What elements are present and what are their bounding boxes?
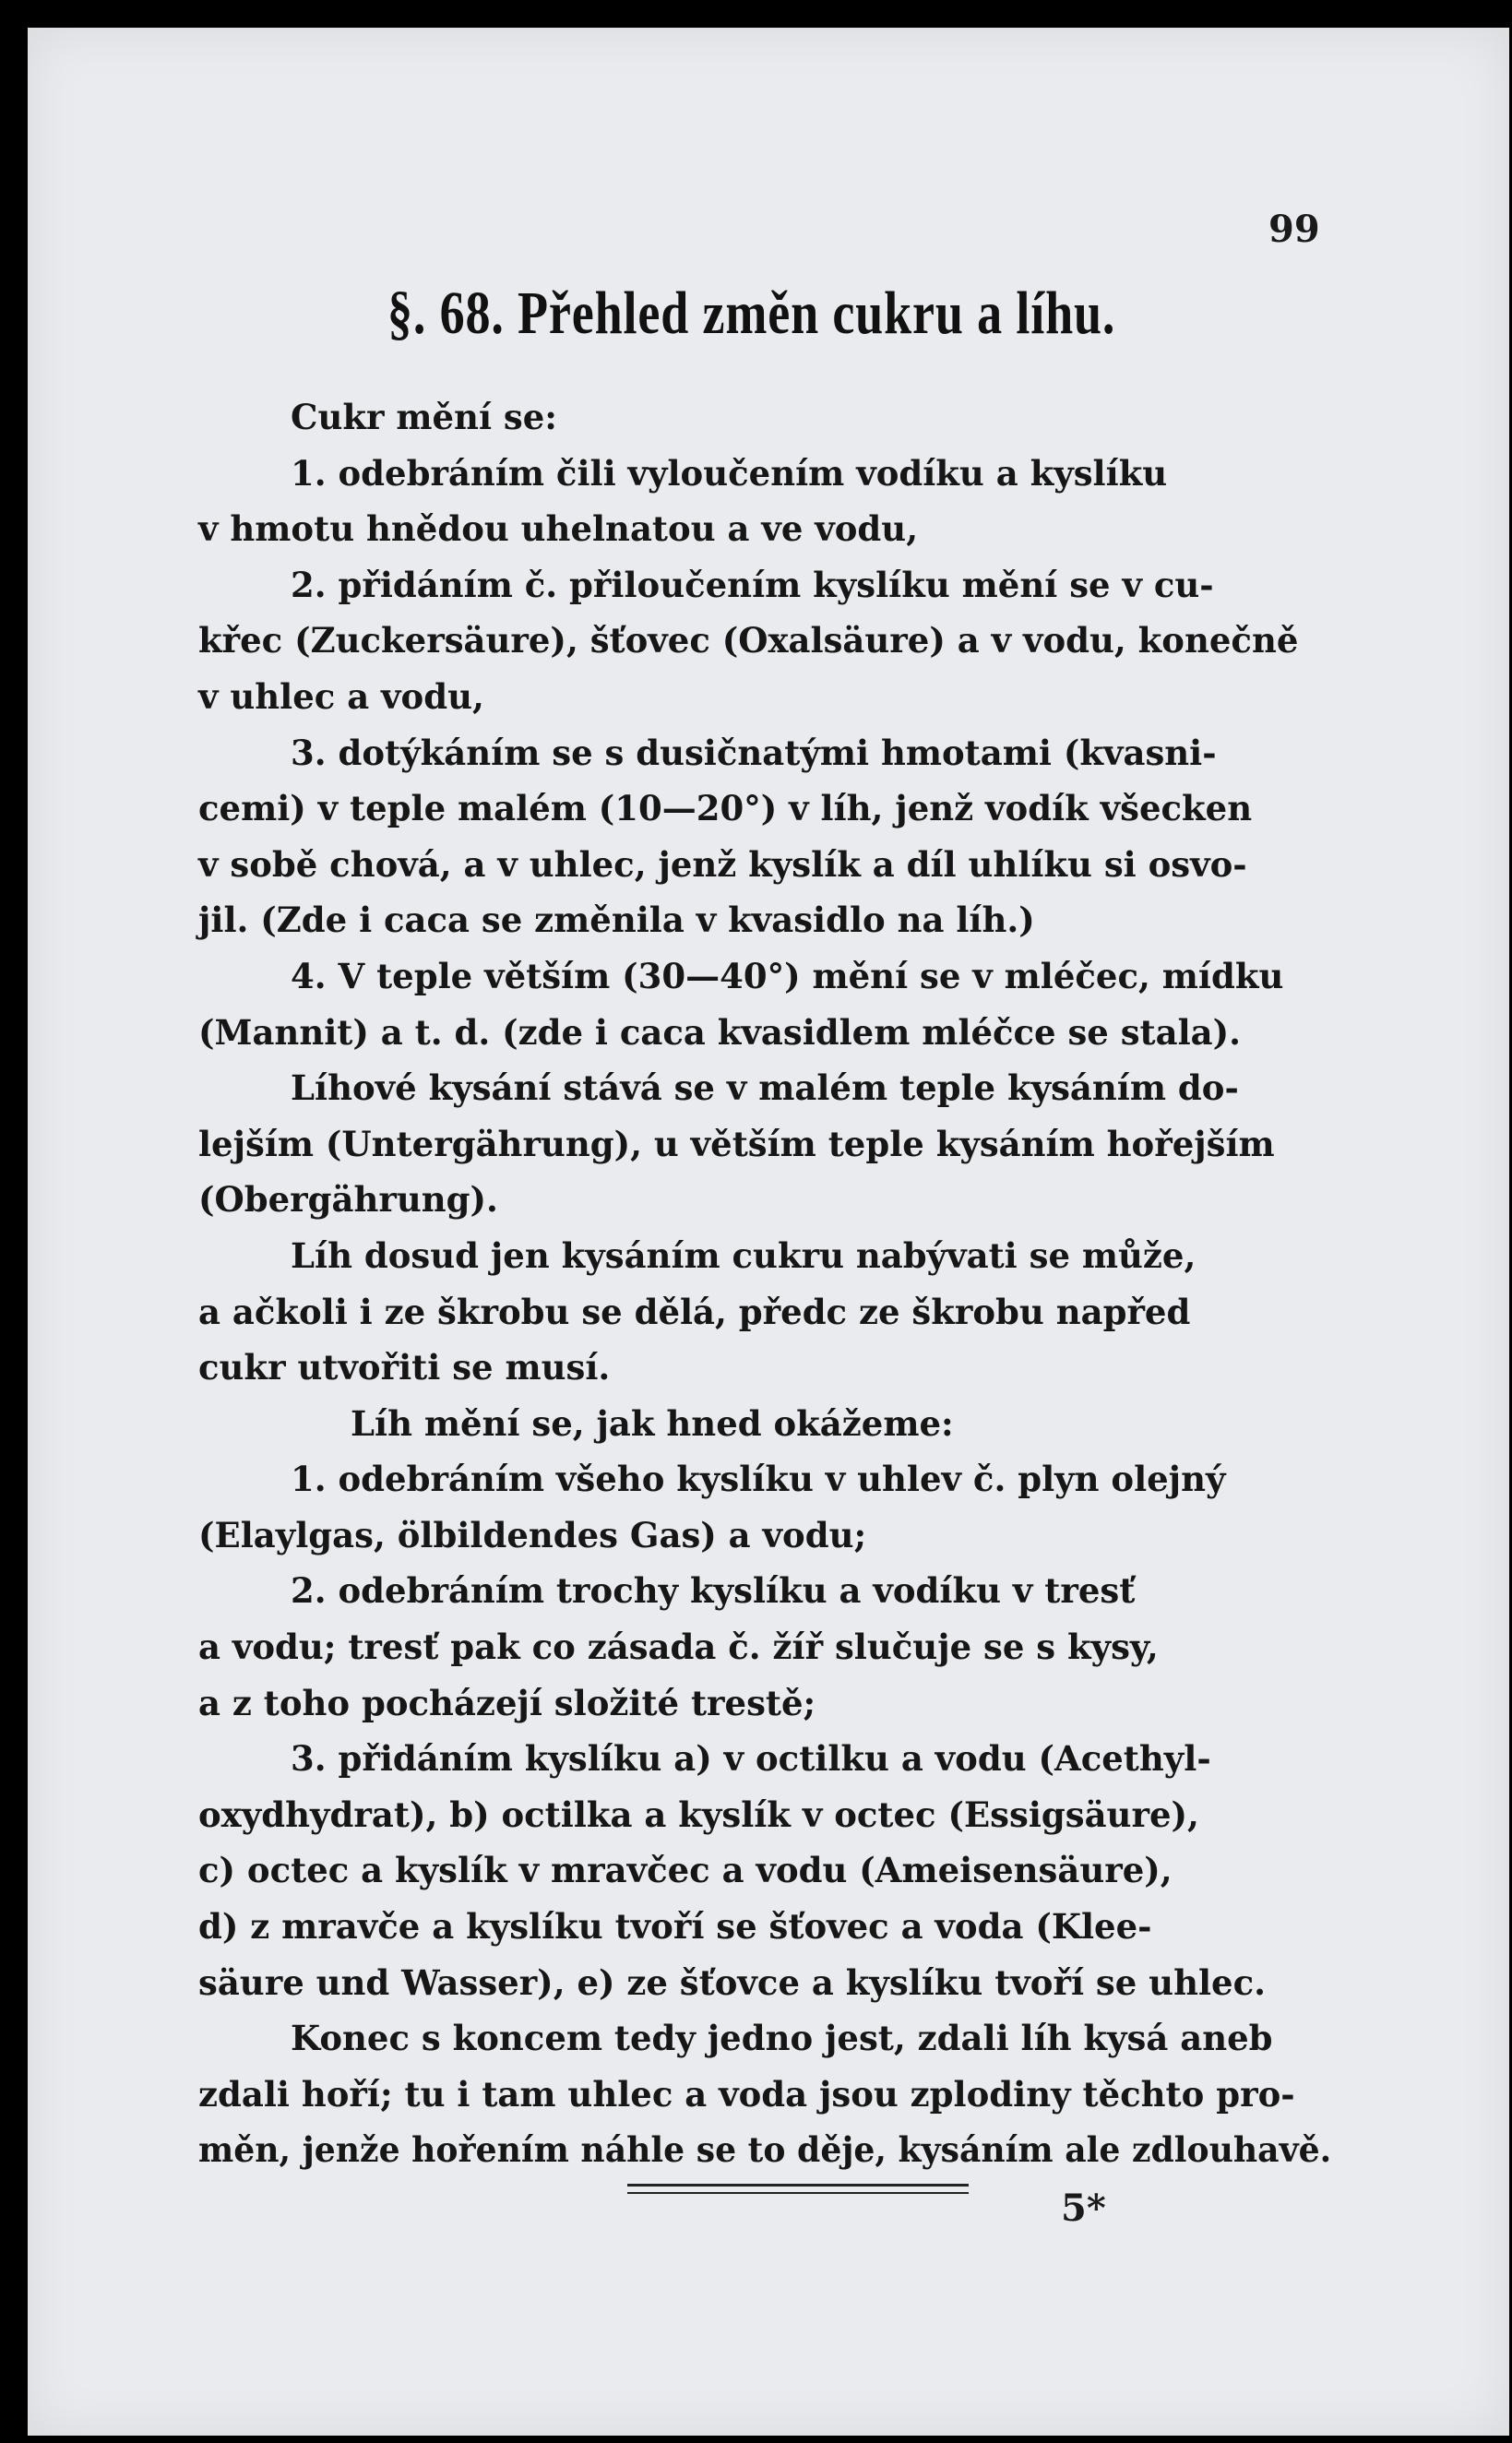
text-line: křec (Zuckersäure), šťovec (Oxalsäure) a v vodu, konečně	[198, 620, 1299, 661]
text-line: Líh mění se, jak hned okážeme:	[351, 1402, 954, 1444]
text-line: jil. (Zde i caca se změnila v kvasidlo na líh.)	[198, 900, 1035, 941]
text-line: zdali hoří; tu i tam uhlec a voda jsou zplodiny těchto pro-	[198, 2073, 1295, 2115]
text-line: 2. odebráním trochy kyslíku a vodíku v tresť	[291, 1570, 1136, 1612]
text-line: Cukr mění se:	[291, 397, 557, 437]
text-line: cukr utvořiti se musí.	[198, 1347, 611, 1388]
text-line: (Obergährung).	[198, 1179, 498, 1221]
text-line: c) octec a kyslík v mravčec a vodu (Ameisensäure),	[198, 1850, 1173, 1891]
text-line: Konec s koncem tedy jedno jest, zdali líh kysá aneb	[291, 2018, 1273, 2059]
end-rule	[627, 2184, 969, 2187]
text-line: d) z mravče a kyslíku tvoří se šťovec a voda (Klee-	[198, 1906, 1152, 1948]
text-line: 1. odebráním všeho kyslíku v uhlev č. plyn olejný	[291, 1459, 1226, 1500]
text-line: 1. odebráním čili vyloučením vodíku a kyslíku	[291, 452, 1168, 494]
book-page	[28, 28, 1509, 2436]
text-line: a vodu; tresť pak co zásada č. žíř slučuje se s kysy,	[198, 1627, 1159, 1668]
text-line: 3. dotýkáním se s dusičnatými hmotami (kvasni-	[291, 732, 1217, 773]
page-number: 99	[1268, 208, 1320, 251]
text-line: säure und Wasser), e) ze šťovce a kyslíku tvoří se uhlec.	[198, 1961, 1266, 2003]
text-line: a ačkoli i ze škrobu se dělá, předc ze škrobu napřed	[198, 1291, 1191, 1332]
end-rule-thin	[627, 2192, 969, 2194]
body-text	[198, 389, 1331, 2178]
text-line: 4. V teple větším (30—40°) mění se v mléčec, mídku	[291, 955, 1284, 996]
text-line: v sobě chová, a v uhlec, jenž kyslík a díl uhlíku si osvo-	[198, 843, 1247, 885]
text-line: v uhlec a vodu,	[198, 675, 484, 717]
text-line: 3. přidáním kyslíku a) v octilku a vodu (Acethyl-	[291, 1738, 1211, 1780]
text-line: Líh dosud jen kysáním cukru nabývati se může,	[291, 1234, 1197, 1276]
text-line: (Mannit) a t. d. (zde i caca kvasidlem mléčce se stala).	[198, 1011, 1242, 1053]
text-line: cemi) v teple malém (10—20°) v líh, jenž vodík všecken	[198, 788, 1253, 829]
text-line: lejším (Untergährung), u větším teple kysáním hořejším	[198, 1123, 1275, 1164]
section-heading: §. 68. Přehled změn cukru a líhu.	[387, 280, 1116, 347]
text-line: měn, jenže hořením náhle se to děje, kysáním ale zdlouhavě.	[198, 2129, 1332, 2171]
signature-mark: 5*	[1061, 2187, 1106, 2230]
text-line: v hmotu hnědou uhelnatou a ve vodu,	[198, 508, 919, 550]
text-line: Líhové kysání stává se v malém teple kysáním do-	[291, 1067, 1239, 1109]
text-line: 2. přidáním č. přiloučením kyslíku mění se v cu-	[291, 564, 1214, 605]
text-line: oxydhydrat), b) octilka a kyslík v octec (Essigsäure),	[198, 1794, 1199, 1835]
text-line: a z toho pocházejí složité trestě;	[198, 1682, 816, 1723]
text-line: (Elaylgas, ölbildendes Gas) a vodu;	[198, 1514, 867, 1555]
